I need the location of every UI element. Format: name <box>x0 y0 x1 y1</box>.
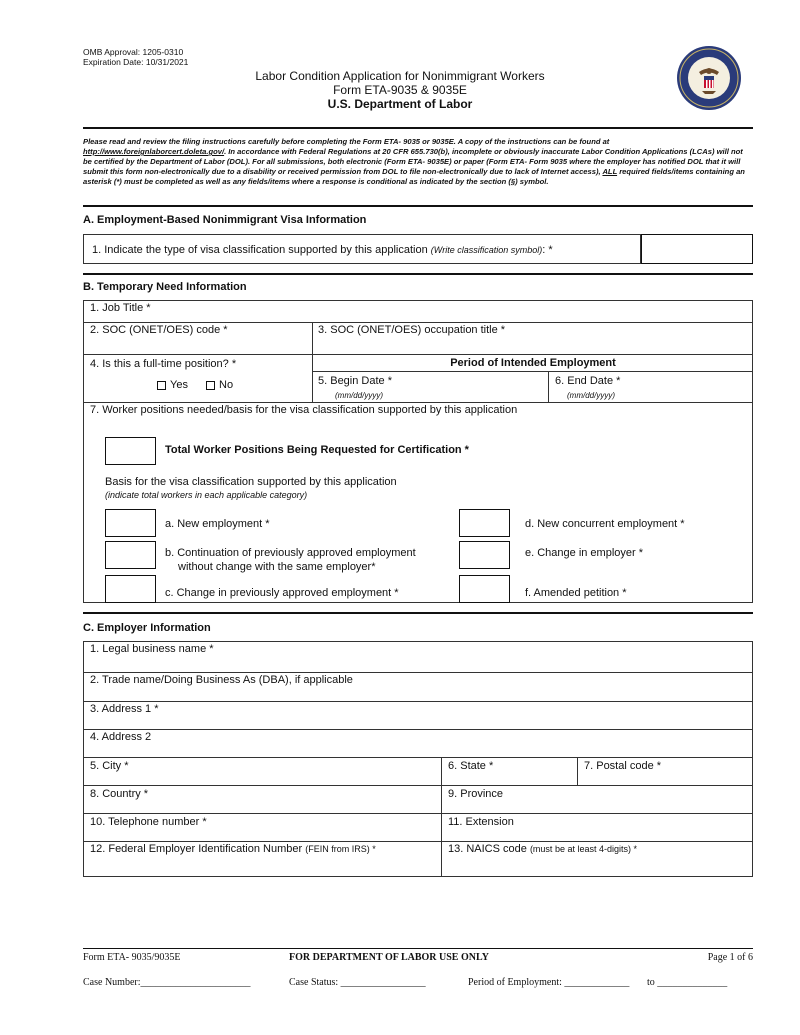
visa-class-label: 1. Indicate the type of visa classification supported by this application <box>92 244 431 256</box>
change-employer-input[interactable] <box>459 541 510 569</box>
instructions-text-2: . In accordance with Federal Regulations at 20 CFR 655.730(b), incomplete or obviously inaccurate Labor Condition Applications (LCAs) will not be certified by the Department of Labor (DOL). For all submissions, both electronic (Form ETA- 9035E) or paper (Form ETA- Form 9035 where the employer has notified DOL that it will submit this form non-electronically due to a disability or received permission from DOL to file non-electronically due to lack of Internet access), <box>83 147 743 176</box>
soc-code-field[interactable]: 2. SOC (ONET/OES) code * <box>90 324 228 336</box>
worker-positions-question: 7. Worker positions needed/basis for the visa classification supported by this application <box>90 404 518 416</box>
col-line <box>548 371 549 402</box>
fein-label: 12. Federal Employer Identification Number <box>90 843 306 855</box>
row-line <box>83 813 753 814</box>
footer-dol-only: FOR DEPARTMENT OF LABOR USE ONLY <box>289 952 489 963</box>
row-line <box>83 757 753 758</box>
col-line <box>312 322 313 354</box>
basis-hint: (indicate total workers in each applicable category) <box>105 490 308 500</box>
section-c-divider <box>83 612 753 614</box>
period-heading: Period of Intended Employment <box>450 357 616 369</box>
amended-petition-label: f. Amended petition * <box>525 587 627 599</box>
continuation-label-2: without change with the same employer* <box>178 561 376 573</box>
continuation-input[interactable] <box>105 541 156 569</box>
instructions <box>83 137 753 187</box>
row-line <box>83 672 753 673</box>
total-positions-input[interactable] <box>105 437 156 465</box>
job-title-field[interactable]: 1. Job Title * <box>90 302 151 314</box>
footer-period: Period of Employment: _____________ <box>468 977 630 988</box>
change-approved-label: c. Change in previously approved employment * <box>165 587 399 599</box>
title-line-2: Form ETA-9035 & 9035E <box>333 83 467 97</box>
row-line <box>83 701 753 702</box>
footer-form-id: Form ETA- 9035/9035E <box>83 952 181 963</box>
extension-field[interactable]: 11. Extension <box>448 816 514 828</box>
naics-label: 13. NAICS code <box>448 843 530 855</box>
row-line <box>83 322 753 323</box>
begin-date-field[interactable]: 5. Begin Date * <box>318 375 392 387</box>
instructions-link[interactable]: http://www.foreignlaborcert.doleta.gov/ <box>83 147 225 156</box>
department-of-labor-seal-icon <box>676 45 742 111</box>
row-line <box>83 841 753 842</box>
footer-divider <box>83 948 753 949</box>
city-field[interactable]: 5. City * <box>90 760 129 772</box>
state-field[interactable]: 6. State * <box>448 760 494 772</box>
instructions-text-3: required fields/items containing an asterisk (*) must be completed as well as any fields/items where a response is conditional as indicated by the section (§) symbol. <box>83 167 745 186</box>
postal-code-field[interactable]: 7. Postal code * <box>584 760 662 772</box>
row-line <box>83 729 753 730</box>
address2-field[interactable]: 4. Address 2 <box>90 731 152 743</box>
naics-hint: (must be at least 4-digits) * <box>529 844 637 854</box>
no-label: No <box>219 379 234 391</box>
end-date-hint: (mm/dd/yyyy) <box>567 391 615 400</box>
section-a-heading: A. Employment-Based Nonimmigrant Visa Information <box>83 214 367 226</box>
total-positions-label: Total Worker Positions Being Requested for Certification * <box>165 444 469 456</box>
begin-date-hint: (mm/dd/yyyy) <box>335 391 383 400</box>
section-b-heading: B. Temporary Need Information <box>83 281 247 293</box>
soc-title-field[interactable]: 3. SOC (ONET/OES) occupation title * <box>318 324 506 336</box>
visa-class-question <box>83 234 641 264</box>
naics-field[interactable] <box>448 843 637 855</box>
footer-case-status: Case Status: _________________ <box>289 977 426 988</box>
row-line <box>83 354 753 355</box>
no-checkbox[interactable] <box>206 381 215 390</box>
header-divider <box>83 127 753 129</box>
title-line-3: U.S. Department of Labor <box>327 97 473 111</box>
omb-info <box>83 47 188 67</box>
yes-label: Yes <box>170 379 188 391</box>
end-date-field[interactable]: 6. End Date * <box>555 375 621 387</box>
col-line <box>441 757 442 877</box>
section-a-divider <box>83 205 753 207</box>
yes-option[interactable] <box>157 379 188 391</box>
legal-name-field[interactable]: 1. Legal business name * <box>90 643 214 655</box>
province-field[interactable]: 9. Province <box>448 788 504 800</box>
visa-class-hint: (Write classification symbol) <box>430 245 543 255</box>
change-approved-input[interactable] <box>105 575 156 603</box>
change-employer-label: e. Change in employer * <box>525 547 644 559</box>
country-field[interactable]: 8. Country * <box>90 788 149 800</box>
amended-petition-input[interactable] <box>459 575 510 603</box>
row-line <box>83 785 753 786</box>
full-time-question: 4. Is this a full-time position? * <box>90 358 237 370</box>
row-line <box>83 402 753 403</box>
footer-case-number: Case Number:______________________ <box>83 977 251 988</box>
address1-field[interactable]: 3. Address 1 * <box>90 703 159 715</box>
new-employment-label: a. New employment * <box>165 518 270 530</box>
continuation-label: b. Continuation of previously approved employment <box>165 547 416 559</box>
fein-hint: (FEIN from IRS) * <box>305 844 376 854</box>
omb-approval: OMB Approval: 1205-0310 <box>83 47 184 57</box>
no-option[interactable] <box>206 379 233 391</box>
row-line <box>312 371 753 372</box>
expiration-date: Expiration Date: 10/31/2021 <box>83 57 189 67</box>
footer-period-to: to ______________ <box>647 977 728 988</box>
new-employment-input[interactable] <box>105 509 156 537</box>
visa-class-input[interactable] <box>641 234 753 264</box>
dba-field[interactable]: 2. Trade name/Doing Business As (DBA), if applicable <box>90 674 353 686</box>
footer-page-number: Page 1 of 6 <box>707 952 753 963</box>
fein-field[interactable] <box>90 843 376 855</box>
col-line <box>577 757 578 785</box>
section-b-divider <box>83 273 753 275</box>
telephone-field[interactable]: 10. Telephone number * <box>90 816 207 828</box>
instructions-all: ALL <box>602 167 618 176</box>
basis-label: Basis for the visa classification supported by this application <box>105 476 397 488</box>
visa-class-suffix: : * <box>542 244 553 256</box>
yes-checkbox[interactable] <box>157 381 166 390</box>
section-c-heading: C. Employer Information <box>83 622 211 634</box>
new-concurrent-input[interactable] <box>459 509 510 537</box>
new-concurrent-label: d. New concurrent employment * <box>525 518 685 530</box>
instructions-text-1: Please read and review the filing instructions carefully before completing the Form ETA- 9035 or 9035E. A copy of the instructions can be found at <box>83 137 610 146</box>
title-line-1: Labor Condition Application for Nonimmigrant Workers <box>255 69 545 83</box>
